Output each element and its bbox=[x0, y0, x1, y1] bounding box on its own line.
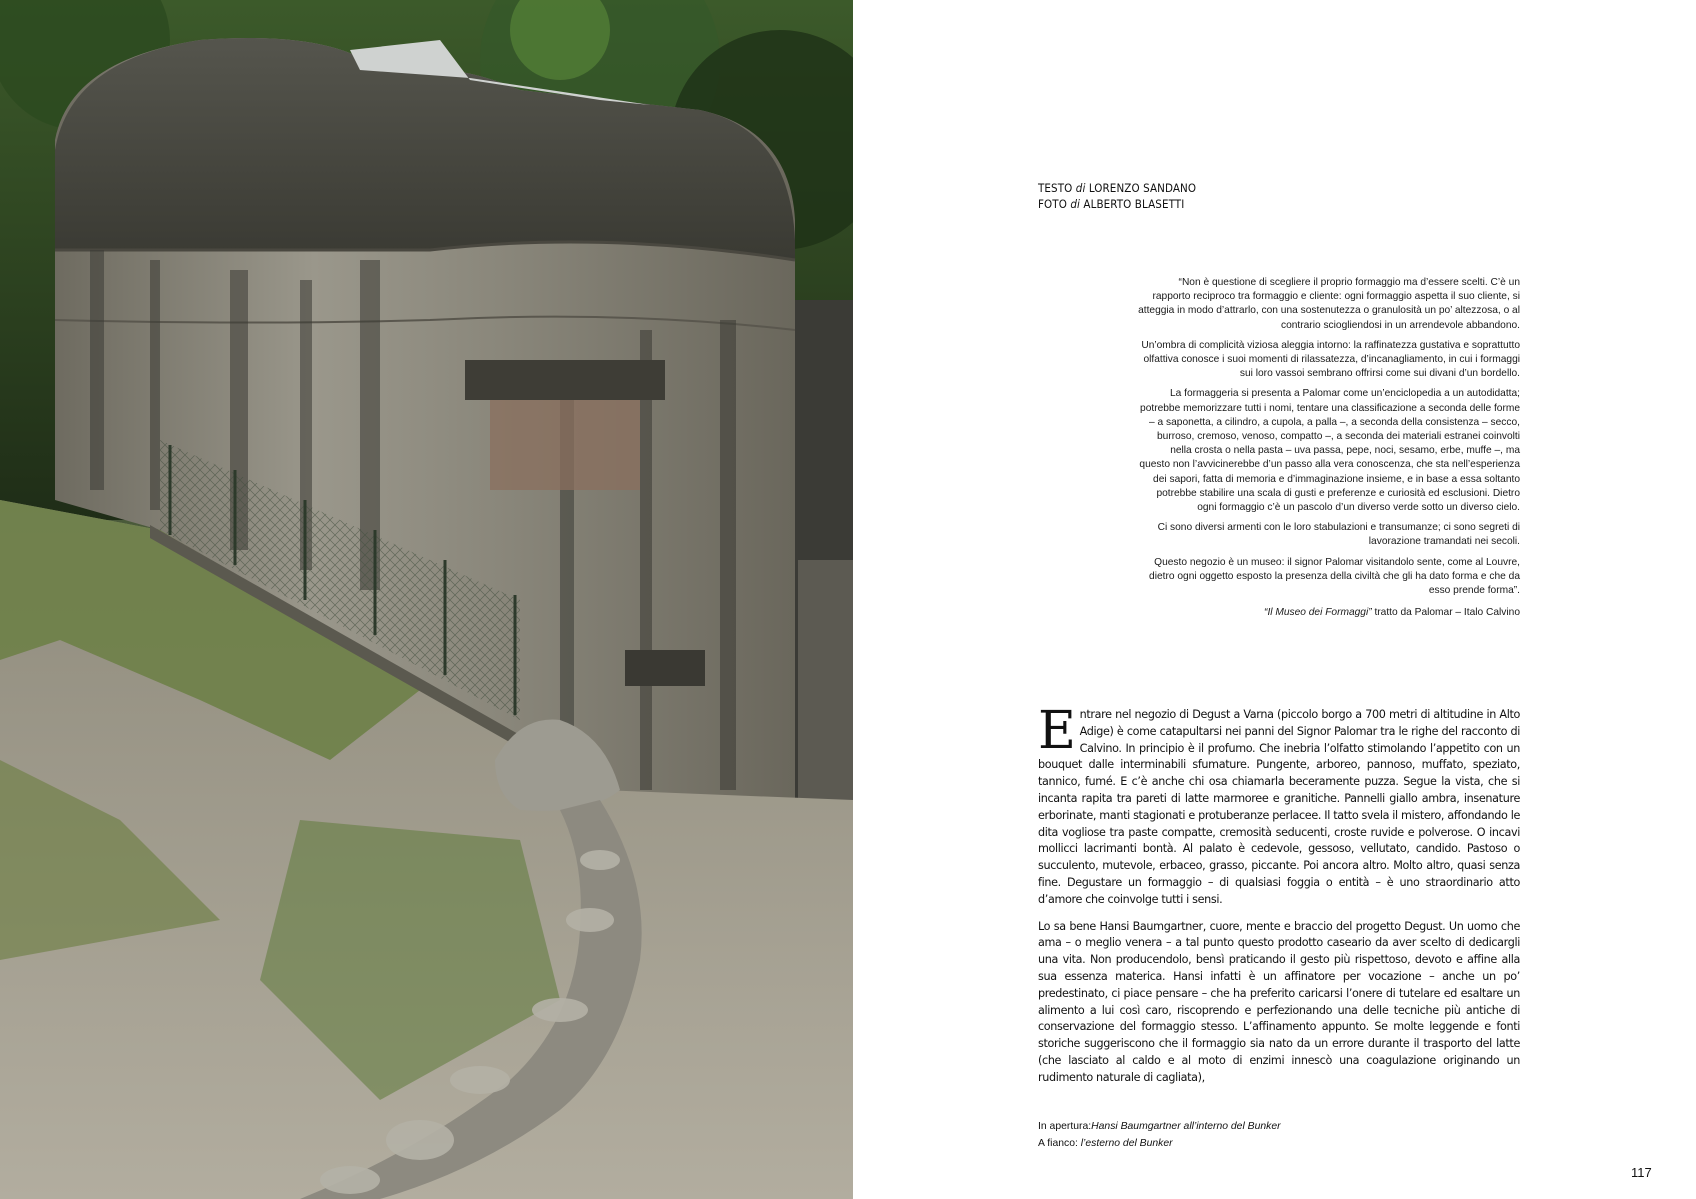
quote-source bbox=[1138, 606, 1520, 620]
photo-credit-author: ALBERTO BLASETTI bbox=[1083, 197, 1185, 211]
text-credit-author: LORENZO SANDANO bbox=[1088, 181, 1197, 195]
article-paragraph-1-text: ntrare nel negozio di Degust a Varna (piccolo borgo a 700 metri di altitudine in Alto Adige) è come catapultarsi nei panni del Signor Palomar tra le righe del racconto di Calvino. In principio è il profumo. Che inebria l’olfatto stimolando l’appetito con un bouquet dalle interminabili sfumature. Pungente, arboreo, pannoso, muffato, speziato, tannico, fumé. E c’è anche chi osa chiamarla beceramente puzza. Segue la vista, che si incanta rapita tra pareti di latte marmoree e granitiche. Pannelli giallo ambra, insenature erborinate, manti stagionati e protuberanze perlacee. Il tatto svela il mistero, affondando le dita vogliose tra paste compatte, cremosità seducenti, croste ruvide e polverose. O incavi mollicci lacrimanti bontà. Al palato è cedevole, gessoso, vellutato, candido. Pastoso o succulento, mutevole, erbaceo, grasso, piccante. Poi ancora altro. Molto altro, quasi senza fine. Degustare un formaggio – di qualsiasi foggia o entità – è uno straordinario atto d’amore che coinvolge tutti i sensi. bbox=[1038, 708, 1520, 906]
caption-line bbox=[1038, 1135, 1281, 1152]
bunker-slot bbox=[625, 650, 705, 686]
photo-credit-label: FOTO bbox=[1038, 197, 1067, 211]
quote-source-rest: tratto da Palomar – Italo Calvino bbox=[1371, 607, 1520, 619]
caption-text: l’esterno del Bunker bbox=[1080, 1138, 1173, 1149]
bunker-ledge bbox=[465, 360, 665, 400]
bunker-panel bbox=[490, 400, 640, 490]
page-number: 117 bbox=[1631, 1165, 1652, 1180]
quote-source-title: “Il Museo dei Formaggi” bbox=[1264, 607, 1372, 619]
quote-paragraph: Questo negozio è un museo: il signor Palomar visitandolo sente, come al Louvre, dietro ogni oggetto esposto la presenza della civiltà che gli ha dato forma e che da esso prende forma”. bbox=[1149, 556, 1520, 597]
quote-paragraph: La formaggeria si presenta a Palomar come un’enciclopedia a un autodidatta; potrebbe memorizzare tutti i nomi, tentare una classificazione a seconda delle forme – a saponetta, a cilindro, a cupola, a palla –, a seconda della consistenza – secco, burroso, cremoso, venoso, compatto –, a seconda dei materiali estranei coinvolti nella crosta o nella pasta – uva passa, pepe, noci, sesamo, erbe, muffe –, ma questo non l’avvicinerebbe d’un passo alla vera conoscenza, che sta nell’esperienza dei sapori, fatta di memoria e d’immaginazione insieme, e in base a essa soltanto potrebbe stabilire una scala di gusti e preferenze e curiosità ed esclusioni. Dietro ogni formaggio c’è un pascolo d’un diverso verde sotto un diverso cielo. bbox=[1139, 388, 1520, 514]
text-credit-di: di bbox=[1075, 181, 1086, 195]
caption-line bbox=[1038, 1118, 1281, 1135]
text-credit bbox=[1038, 180, 1196, 196]
article-credits bbox=[1038, 180, 1196, 212]
caption-label: In apertura: bbox=[1038, 1121, 1092, 1132]
caption-text: Hansi Baumgartner all’interno del Bunker bbox=[1091, 1121, 1281, 1132]
article-paragraph bbox=[1038, 701, 1520, 909]
photo-credit bbox=[1038, 196, 1196, 212]
quote-paragraph: “Non è questione di scegliere il proprio formaggio ma d’essere scelti. C’è un rapporto reciproco tra formaggio e cliente: ogni formaggio aspetta il suo cliente, si atteggia in modo d’attrarlo, con una sostenutezza o granulosità un po’ altezzosa, o al contrario sciogliendosi in un arrendevole abbandono. bbox=[1138, 277, 1520, 331]
epigraph-quote bbox=[1138, 276, 1520, 626]
text-credit-label: TESTO bbox=[1038, 181, 1073, 195]
article-body bbox=[1038, 701, 1520, 1097]
quote-paragraph: Un’ombra di complicità viziosa aleggia intorno: la raffinatezza gustativa e soprattutto olfattiva conosce i suoi momenti di rilassatezza, d’incanagliamento, in cui i formaggi sui loro vassoi sembrano offrirsi come sui divani d’un bordello. bbox=[1141, 339, 1520, 380]
photo-credit-di: di bbox=[1070, 197, 1081, 211]
caption-label: A fianco: bbox=[1038, 1138, 1081, 1149]
quote-paragraph: Ci sono diversi armenti con le loro stabulazioni e transumanze; ci sono segreti di lavorazione tramandati nei secoli. bbox=[1157, 522, 1520, 548]
article-paragraph: Lo sa bene Hansi Baumgartner, cuore, mente e braccio del progetto Degust. Un uomo che ama – o meglio venera – a tal punto questo prodotto caseario da aver scelto di dedicargli una vita. Non producendolo, bensì praticando il gesto più rispettoso, devoto e affine alla sua essenza materica. Hansi infatti è un affinatore per vocazione – anche un po’ predestinato, ci piace pensare – che ha preferito caricarsi l’onere di tutelare ed esaltare un alimento a lui così caro, riscoprendo e perfezionando una delle tecniche più antiche di conservazione del formaggio stesso. L’affinamento appunto. Se molte leggende e fonti storiche suggeriscono che il formaggio sia nato da un errore durante il trasporto del latte (che lasciato al caldo e al moto di enzimi innescò una coagulazione originando un rudimento naturale di cagliata), bbox=[1038, 919, 1520, 1084]
drop-cap: E bbox=[1038, 701, 1076, 761]
photo-captions bbox=[1038, 1118, 1281, 1152]
